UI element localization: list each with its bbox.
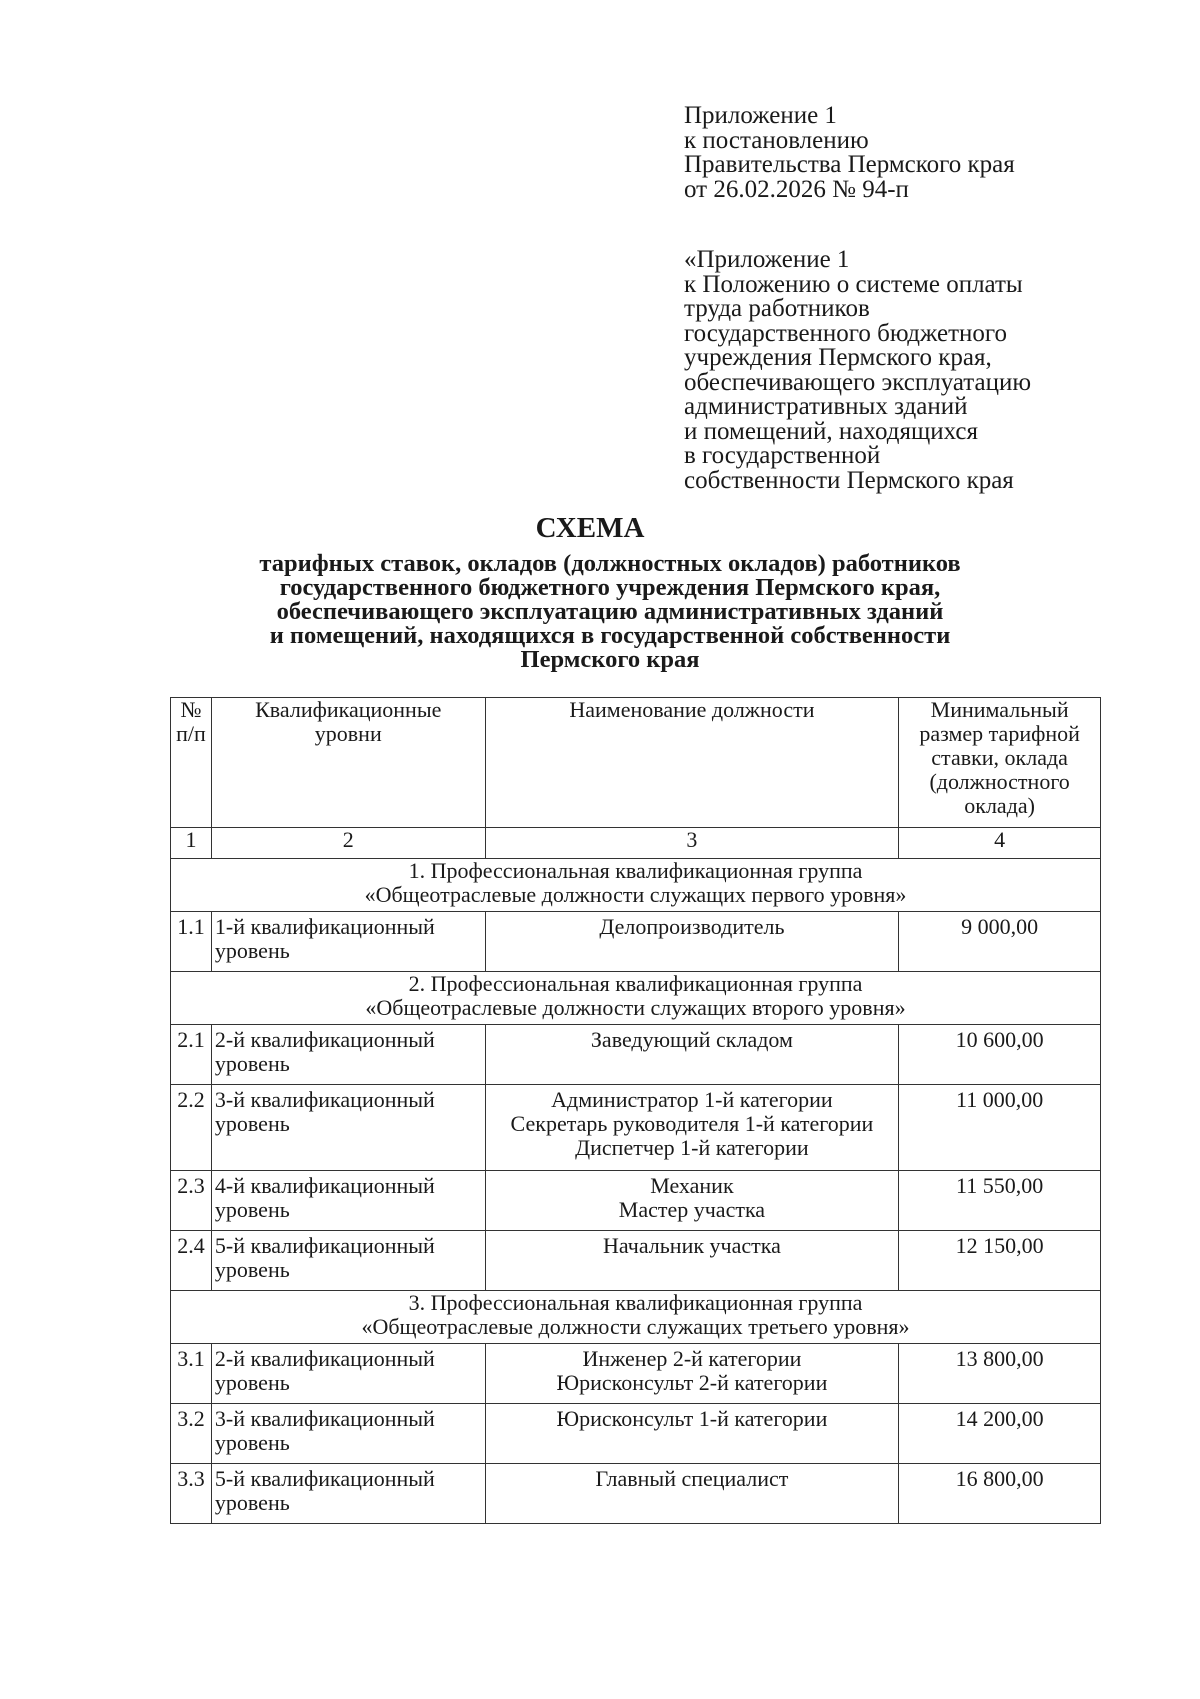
salary-value: 11 550,00	[899, 1171, 1101, 1231]
position-names	[485, 1404, 899, 1464]
qualification-level-line: 2-й квалификационный	[214, 1346, 435, 1371]
group-title-line: «Общеотраслевые должности служащих третьего уровня»	[361, 1314, 910, 1339]
header-level-line: уровни	[314, 721, 382, 746]
row-number: 3.1	[171, 1344, 212, 1404]
column-number: 4	[899, 828, 1101, 859]
table-row	[171, 1344, 1101, 1404]
position-names	[485, 1231, 899, 1291]
table-row	[171, 1404, 1101, 1464]
appendix-main-line: к постановлению	[684, 126, 869, 154]
position-name: Мастер участка	[618, 1197, 766, 1222]
table-header-row	[171, 698, 1101, 828]
header-level-line: Квалификационные	[255, 697, 442, 722]
qualification-level-line: уровень	[214, 1257, 290, 1282]
header-salary-line: оклада)	[964, 793, 1035, 818]
subtitle-line: Пермского края	[520, 646, 700, 673]
salary-value: 10 600,00	[899, 1025, 1101, 1085]
group-title-line: 1. Профессиональная квалификационная группа	[408, 858, 863, 883]
group-header-row	[171, 1291, 1101, 1344]
position-names	[485, 1171, 899, 1231]
position-names	[485, 1464, 899, 1524]
position-names	[485, 1085, 899, 1171]
qualification-level-line: 4-й квалификационный	[214, 1173, 435, 1198]
qualification-level	[211, 1231, 485, 1291]
table-row	[171, 1025, 1101, 1085]
row-number: 2.1	[171, 1025, 212, 1085]
position-name: Секретарь руководителя 1-й категории	[510, 1111, 874, 1136]
appendix-main-line: от 26.02.2026 № 94-п	[684, 175, 909, 203]
qualification-level-line: 5-й квалификационный	[214, 1466, 435, 1491]
header-salary	[899, 698, 1101, 828]
appendix-main-line: Приложение 1	[684, 102, 837, 129]
row-number: 1.1	[171, 912, 212, 972]
appendix-sub-line: труда работников	[684, 295, 870, 322]
qualification-level-line: уровень	[214, 1370, 290, 1395]
qualification-level-line: 3-й квалификационный	[214, 1406, 435, 1431]
qualification-level-line: 1-й квалификационный	[214, 914, 435, 939]
column-number: 3	[485, 828, 899, 859]
group-title	[171, 972, 1101, 1025]
appendix-sub-line: в государственной	[684, 442, 881, 469]
group-title-line: «Общеотраслевые должности служащих второго уровня»	[365, 995, 906, 1020]
table-row	[171, 912, 1101, 972]
salary-value: 16 800,00	[899, 1464, 1101, 1524]
qualification-level	[211, 912, 485, 972]
row-number: 2.2	[171, 1085, 212, 1171]
subtitle-line: обеспечивающего эксплуатацию административных зданий	[276, 598, 944, 625]
appendix-sub-line: и помещений, находящихся	[684, 417, 978, 445]
position-name: Инженер 2-й категории	[582, 1346, 802, 1371]
qualification-level-line: уровень	[214, 1051, 290, 1076]
position-name: Администратор 1-й категории	[551, 1087, 833, 1112]
salary-value: 14 200,00	[899, 1404, 1101, 1464]
column-number-row	[171, 828, 1101, 859]
group-title-line: 3. Профессиональная квалификационная группа	[408, 1290, 863, 1315]
qualification-level-line: уровень	[214, 1430, 290, 1455]
column-number: 1	[171, 828, 212, 859]
qualification-level-line: уровень	[214, 1197, 290, 1222]
header-num-line: п/п	[176, 721, 206, 746]
header-level	[211, 698, 485, 828]
qualification-level-line: уровень	[214, 938, 290, 963]
header-position: Наименование должности	[485, 698, 899, 828]
appendix-main-block	[684, 104, 1015, 202]
salary-table	[170, 697, 1101, 1524]
qualification-level	[211, 1344, 485, 1404]
salary-value: 11 000,00	[899, 1085, 1101, 1171]
position-name: Диспетчер 1-й категории	[575, 1135, 809, 1160]
table-row	[171, 1231, 1101, 1291]
header-num	[171, 698, 212, 828]
position-name: Главный специалист	[595, 1466, 789, 1491]
qualification-level-line: уровень	[214, 1111, 290, 1136]
row-number: 2.3	[171, 1171, 212, 1231]
column-number: 2	[211, 828, 485, 859]
row-number: 3.2	[171, 1404, 212, 1464]
table-row	[171, 1464, 1101, 1524]
row-number: 3.3	[171, 1464, 212, 1524]
subtitle-line: тарифных ставок, окладов (должностных окладов) работников	[259, 550, 961, 577]
table-row	[171, 1171, 1101, 1231]
appendix-sub-block	[684, 248, 1031, 493]
document-subtitle	[130, 552, 1090, 672]
row-number: 2.4	[171, 1231, 212, 1291]
header-num-line: №	[180, 697, 202, 722]
appendix-main-line: Правительства Пермского края	[684, 151, 1015, 178]
appendix-sub-line: обеспечивающего эксплуатацию	[684, 368, 1032, 396]
qualification-level-line: 2-й квалификационный	[214, 1027, 435, 1052]
group-title	[171, 859, 1101, 912]
salary-value: 12 150,00	[899, 1231, 1101, 1291]
position-names	[485, 1025, 899, 1085]
qualification-level-line: 3-й квалификационный	[214, 1087, 435, 1112]
qualification-level	[211, 1404, 485, 1464]
document-title: СХЕМА	[535, 512, 645, 544]
qualification-level	[211, 1171, 485, 1231]
salary-value: 9 000,00	[899, 912, 1101, 972]
position-name: Юрисконсульт 2-й категории	[556, 1370, 828, 1395]
qualification-level	[211, 1025, 485, 1085]
qualification-level	[211, 1464, 485, 1524]
header-salary-line: Минимальный	[930, 697, 1069, 722]
position-name: Механик	[650, 1173, 734, 1198]
appendix-sub-line: собственности Пермского края	[684, 466, 1014, 494]
table-row	[171, 1085, 1101, 1171]
appendix-sub-line: учреждения Пермского края,	[684, 344, 992, 371]
position-name: Заведующий складом	[590, 1027, 793, 1052]
qualification-level-line: 5-й квалификационный	[214, 1233, 435, 1258]
salary-value: 13 800,00	[899, 1344, 1101, 1404]
subtitle-line: государственного бюджетного учреждения Пермского края,	[279, 574, 941, 601]
position-name: Начальник участка	[602, 1233, 781, 1258]
group-header-row	[171, 972, 1101, 1025]
position-names	[485, 912, 899, 972]
appendix-sub-line: административных зданий	[684, 393, 968, 420]
group-header-row	[171, 859, 1101, 912]
appendix-sub-line: «Приложение 1	[684, 246, 850, 273]
subtitle-line: и помещений, находящихся в государственной собственности	[269, 622, 951, 649]
header-salary-line: размер тарифной	[919, 721, 1080, 746]
qualification-level	[211, 1085, 485, 1171]
group-title	[171, 1291, 1101, 1344]
qualification-level-line: уровень	[214, 1490, 290, 1515]
header-salary-line: (должностного	[929, 769, 1070, 794]
appendix-sub-line: государственного бюджетного	[684, 319, 1007, 347]
position-name: Делопроизводитель	[599, 914, 785, 939]
position-name: Юрисконсульт 1-й категории	[556, 1406, 828, 1431]
header-salary-line: ставки, оклада	[931, 745, 1068, 770]
group-title-line: «Общеотраслевые должности служащих первого уровня»	[364, 882, 907, 907]
position-names	[485, 1344, 899, 1404]
appendix-sub-line: к Положению о системе оплаты	[684, 270, 1023, 298]
group-title-line: 2. Профессиональная квалификационная группа	[408, 971, 863, 996]
